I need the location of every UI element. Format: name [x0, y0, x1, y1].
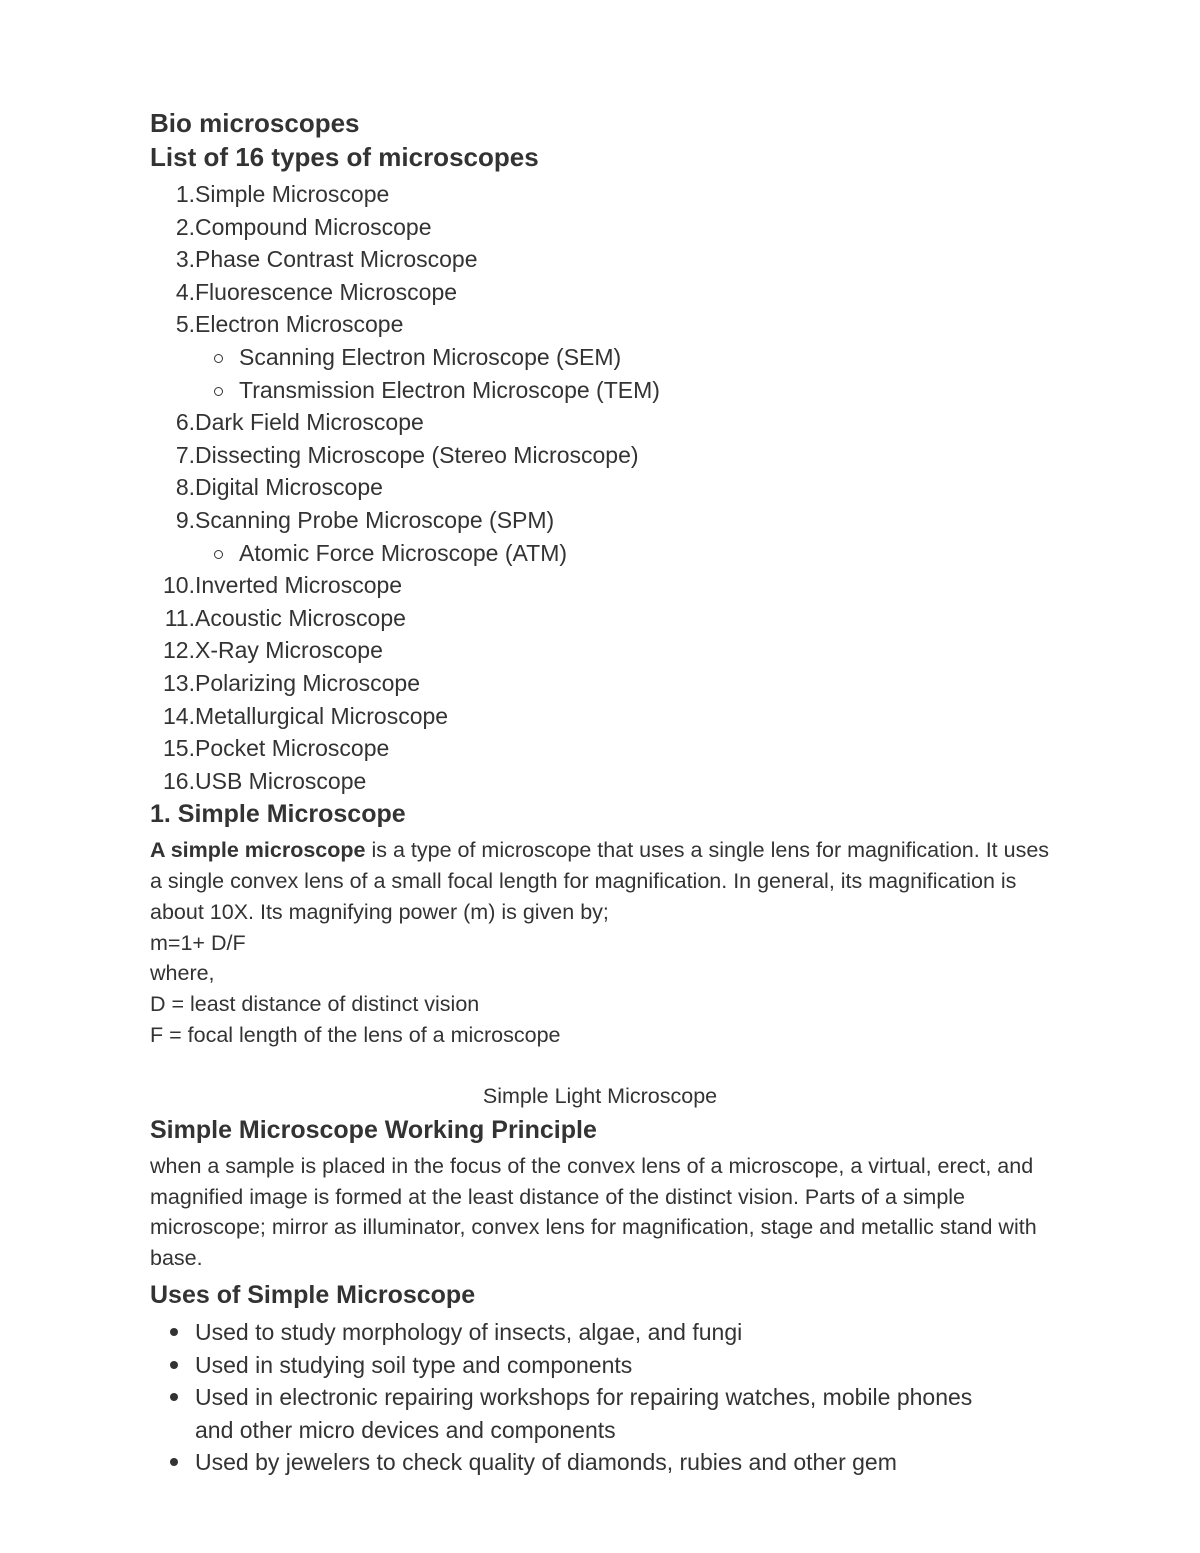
list-item: Used by jewelers to check quality of diamonds, rubies and other gem — [150, 1446, 1060, 1479]
hollow-bullet-icon — [214, 354, 223, 363]
list-item: 2. Compound Microscope — [175, 213, 432, 240]
doc-title: Bio microscopes — [150, 108, 360, 138]
section-heading: Uses of Simple Microscope — [150, 1281, 476, 1310]
section-paragraph: when a sample is placed in the focus of the convex lens of a microscope, a virtual, erect, and magnified image is formed at the least distance of the distinct vision. Parts of a simple microscope; mirror as illuminator, convex lens for magnification, stage and metallic stand with base. — [150, 1153, 1037, 1271]
bullet-icon — [170, 1458, 178, 1466]
list-item: 5. Electron Microscope — [175, 311, 404, 338]
formula: m=1+ D/F — [150, 930, 246, 955]
list-item: Used in studying soil type and components — [150, 1349, 1060, 1382]
document-page — [150, 108, 1060, 1479]
list-item: 4. Fluorescence Microscope — [175, 278, 458, 305]
bullet-icon — [170, 1393, 178, 1401]
sub-list-item: Transmission Electron Microscope (TEM) — [150, 374, 1060, 407]
list-item: 15. Pocket Microscope — [163, 735, 390, 762]
section-paragraph: A simple microscope is a type of microscope that uses a single lens for magnification. It uses a single convex lens of a small focal length for magnification. In general, its magnification is about 10X. Its magnifying power (m) is given by; — [150, 838, 1050, 924]
list-item: 16. USB Microscope — [163, 767, 367, 794]
section-heading: Simple Microscope Working Principle — [150, 1115, 597, 1144]
list-item: 7. Dissecting Microscope (Stereo Microscope) — [175, 441, 639, 468]
definition-d: D = least distance of distinct vision — [150, 992, 480, 1017]
bullet-icon — [170, 1328, 178, 1336]
where-label: where, — [150, 961, 215, 986]
list-item: Used to study morphology of insects, algae, and fungi — [150, 1316, 1060, 1349]
hollow-bullet-icon — [214, 387, 223, 396]
sub-list-item: Scanning Electron Microscope (SEM) — [150, 341, 1060, 374]
list-item: 8. Digital Microscope — [175, 474, 383, 501]
list-item: 14. Metallurgical Microscope — [163, 702, 449, 729]
microscope-type-list — [150, 178, 1060, 797]
list-item: 13. Polarizing Microscope — [163, 669, 420, 696]
bold-term: A simple microscope — [150, 838, 366, 863]
hollow-bullet-icon — [214, 550, 223, 559]
image-caption: Simple Light Microscope — [482, 1083, 718, 1108]
uses-list — [150, 1316, 1060, 1479]
bullet-icon — [170, 1361, 178, 1369]
definition-f: F = focal length of the lens of a microscope — [150, 1023, 561, 1048]
list-item: 3. Phase Contrast Microscope — [175, 246, 478, 273]
section-heading: 1. Simple Microscope — [150, 800, 406, 829]
list-item: 10. Inverted Microscope — [163, 572, 403, 599]
list-item: Used in electronic repairing workshops for repairing watches, mobile phones and other micro devices and components — [150, 1381, 1015, 1446]
sub-list-item: Atomic Force Microscope (ATM) — [150, 537, 1060, 570]
list-item: 9. Scanning Probe Microscope (SPM) — [175, 506, 555, 533]
list-item: 1. Simple Microscope — [175, 181, 390, 207]
list-item: 6. Dark Field Microscope — [175, 409, 424, 436]
list-item: 12. X-Ray Microscope — [163, 637, 383, 664]
list-item: 11. Acoustic Microscope — [164, 604, 406, 631]
list-heading: List of 16 types of microscopes — [150, 142, 539, 172]
